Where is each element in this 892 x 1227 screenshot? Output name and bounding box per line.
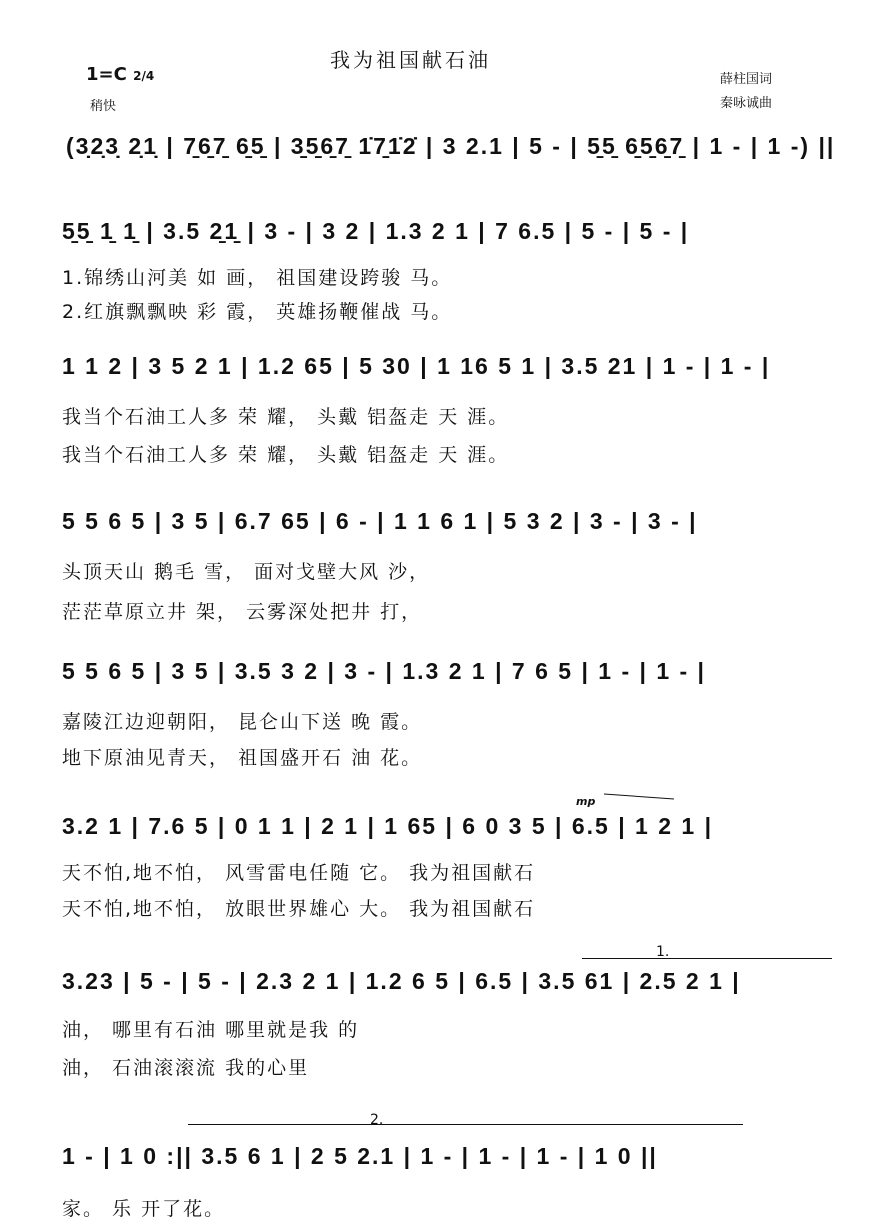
lyric-line: 油， 石油滚滚流 我的心里 <box>62 1057 310 1079</box>
lyric-line: 1.锦绣山河美 如 画， 祖国建设跨骏 马。 <box>62 267 453 289</box>
lyric-line: 嘉陵江边迎朝阳， 昆仑山下送 晚 霞。 <box>62 711 423 733</box>
key-label: 1=C <box>86 64 127 85</box>
volta-1-label: 1. <box>656 944 670 960</box>
crescendo-hairpin <box>604 794 674 810</box>
volta-bracket-1 <box>582 958 832 959</box>
time-signature: 2/4 <box>133 69 155 83</box>
lyric-line: 天不怕,地不怕， 放眼世界雄心 大。 我为祖国献石 <box>62 898 536 920</box>
score-system <box>0 350 892 390</box>
dynamic-marking: mp <box>576 795 596 808</box>
score-system <box>0 965 892 1005</box>
lyric-line: 天不怕,地不怕， 风雪雷电任随 它。 我为祖国献石 <box>62 862 536 884</box>
notation-line: (3̣2̣3̣ 2̣1̣ | 7̱6̱7̱ 6̱5̱ | 3̱5̱6̱7̱ 1̇7̱1̇2̇ | 3 2.1 | 5 - | 5̱5̱ 6̱5̱6̱7̱ | 1 - | 1 -) || <box>66 133 836 159</box>
notation-line: 3.23 | 5 - | 5 - | 2.3 2 1 | 1.2 6 5 | 6.5 | 3.5 61 | 2.5 2 1 | <box>62 968 741 994</box>
notation-line: 5̱5̱ 1̱ 1̱ | 3.5 2̱1̱ | 3 - | 3 2 | 1.3 2 1 | 7 6.5 | 5 - | 5 - | <box>62 218 690 244</box>
score-system <box>0 505 892 545</box>
score-system <box>0 655 892 695</box>
lyric-line: 地下原油见青天， 祖国盛开石 油 花。 <box>62 747 423 769</box>
lyric-line: 家。 乐 开了花。 <box>62 1198 226 1220</box>
lyric-line: 茫茫草原立井 架， 云雾深处把井 打， <box>62 601 423 623</box>
lyric-line: 我当个石油工人多 荣 耀， 头戴 铝盔走 天 涯。 <box>62 406 510 428</box>
notation-line: 5 5 6 5 | 3 5 | 3.5 3 2 | 3 - | 1.3 2 1 | 7 6 5 | 1 - | 1 - | <box>62 658 706 684</box>
score-system <box>0 215 892 255</box>
score-system <box>0 130 892 170</box>
notation-line: 1 - | 1 0 :|| 3.5 6 1 | 2 5 2.1 | 1 - | 1 - | 1 - | 1 0 || <box>62 1143 658 1169</box>
lyricist-credit: 薛柱国词 <box>720 72 773 87</box>
score-system <box>0 810 892 850</box>
lyric-line: 油， 哪里有石油 哪里就是我 的 <box>62 1019 360 1041</box>
page-title: 我为祖国献石油 <box>330 48 491 72</box>
key-signature <box>86 64 154 85</box>
lyric-line: 头顶天山 鹅毛 雪， 面对戈壁大风 沙， <box>62 561 431 583</box>
lyric-line: 2.红旗飘飘映 彩 霞， 英雄扬鞭催战 马。 <box>62 301 453 323</box>
score-system <box>0 1140 892 1180</box>
volta-bracket-2 <box>188 1124 743 1125</box>
volta-2-label: 2. <box>370 1112 384 1128</box>
tempo-marking: 稍快 <box>90 99 117 114</box>
notation-line: 5 5 6 5 | 3 5 | 6.7 65 | 6 - | 1 1 6 1 | 5 3 2 | 3 - | 3 - | <box>62 508 698 534</box>
notation-line: 3.2 1 | 7.6 5 | 0 1 1 | 2 1 | 1 65 | 6 0 3 5 | 6.5 | 1 2 1 | <box>62 813 713 839</box>
composer-credit: 秦咏诚曲 <box>720 96 773 111</box>
lyric-line: 我当个石油工人多 荣 耀， 头戴 铝盔走 天 涯。 <box>62 444 510 466</box>
notation-line: 1 1 2 | 3 5 2 1 | 1.2 65 | 5 30 | 1 16 5 1 | 3.5 21 | 1 - | 1 - | <box>62 353 771 379</box>
